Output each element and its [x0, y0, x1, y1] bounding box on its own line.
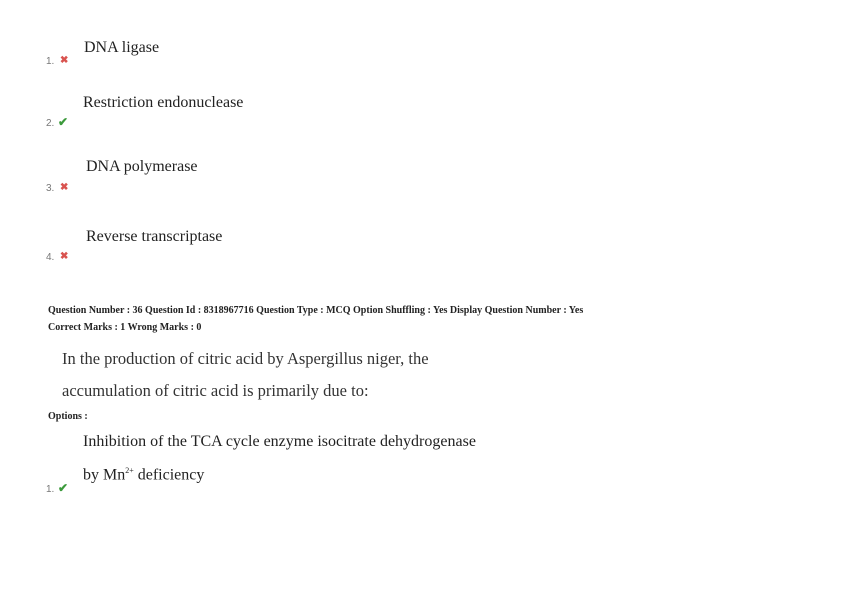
option-text: Restriction endonuclease	[83, 94, 244, 111]
option-number: 2.	[46, 118, 55, 129]
cross-icon: ✖	[60, 182, 69, 193]
option-text-line1: Inhibition of the TCA cycle enzyme isocitrate dehydrogenase	[83, 433, 476, 450]
check-icon: ✔	[58, 115, 69, 129]
check-icon: ✔	[58, 481, 69, 495]
option-text: Reverse transcriptase	[86, 228, 223, 245]
option-text-line2	[83, 466, 204, 484]
option-number: 4.	[46, 252, 55, 263]
option-text-suffix: deficiency	[133, 466, 205, 484]
option-number: 3.	[46, 183, 55, 194]
option-text-prefix: by Mn	[83, 466, 126, 484]
cross-icon: ✖	[60, 251, 69, 262]
cross-icon: ✖	[60, 55, 69, 66]
marks-meta: Correct Marks : 1 Wrong Marks : 0	[48, 322, 202, 333]
option-number: 1.	[46, 484, 55, 495]
option-text: DNA polymerase	[86, 158, 198, 175]
question-meta: Question Number : 36 Question Id : 8318967716 Question Type : MCQ Option Shuffling : Yes Display Question Number : Yes	[48, 305, 584, 316]
question-text-line1: In the production of citric acid by Aspergillus niger, the	[62, 349, 429, 368]
superscript: 2+	[125, 466, 134, 475]
options-label: Options :	[48, 411, 88, 422]
option-number: 1.	[46, 56, 55, 67]
option-text: DNA ligase	[84, 39, 160, 56]
question-text-line2: accumulation of citric acid is primarily due to:	[62, 381, 369, 400]
